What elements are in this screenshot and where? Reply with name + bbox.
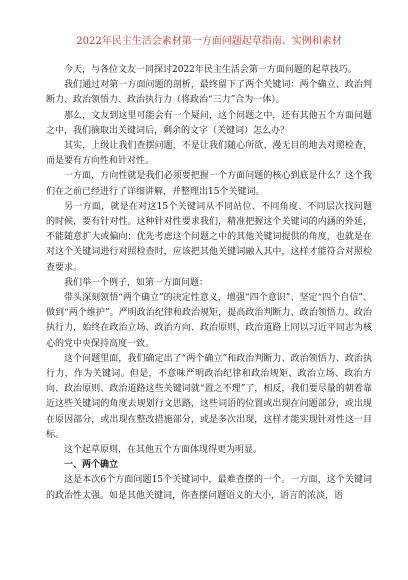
section-heading: 一、两个确立 bbox=[64, 460, 119, 471]
document-title: 2022年民主生活会素材第一方面问题起草指南、实例和素材 bbox=[76, 36, 342, 47]
body-paragraph: 这个起草原则，在其他五个方面体现得更为明显。 bbox=[64, 445, 263, 456]
body-paragraph: 今天，与各位文友一同探讨2022年民主生活会第一方面问题的起草技巧。 bbox=[64, 65, 357, 75]
body-paragraph: 其实，上级让我们查摆问题，不是让我们随心所欲、漫无目的地去对照检查，而是要有方向性和针对性。 bbox=[46, 141, 372, 167]
body-paragraph: 一方面，方向性就是我们必须要把握一个方面问题的核心到底是什么？这个我们在之前已经进行了详细讲解，并整理出15个关键词。 bbox=[46, 171, 372, 197]
section-paragraph: 这是本次6个方面问题15个关键词中，最难查摆的一个。一方面，这个关键词的政治性太强。如是其他关键词，你查摆问题语义的大小，语言的浓淡，语 bbox=[46, 475, 372, 501]
body-paragraph: 我们举一个例子，如第一方面问题： bbox=[64, 277, 209, 288]
body-paragraph: 另一方面，就是在对这15个关键词从不同站位、不同角度、不同层次找问题的时候，要有针对性。这种针对性要求我们，精准把握这个关键词的内涵的外延，不能随意扩大或偏向；优先考虑这个问题之中的其他关键词提供的角度，也就是在对这个关键词进行对照检查时，应该把其他关键词融入其中，这样才能符合对照检查要求。 bbox=[46, 201, 372, 273]
body-paragraph: 带头深刻领悟“两个确立”的决定性意义，增强“四个意识”、坚定“四个自信”、做到“两个维护”。严明政治纪律和政治规矩，提高政治判断力、政治领悟力、政治执行力，始终在政治立场、政治方向、政治原则、政治道路上同以习近平同志为核心的党中央保持高度一致。 bbox=[46, 293, 372, 349]
body-paragraph: 我们通过对第一方面问题的剖析，最终留下了两个关键词：两个确立、政治判断力、政治领悟力、政治执行力（将政治“三力”合为一体）。 bbox=[46, 80, 372, 106]
body-paragraph: 那么，文友到这里可能会有一个疑问，这个问题之中，还有其他五个方面问题之中，我们摘取出关键词后，剩余的文字（关键词）怎么办？ bbox=[46, 110, 372, 136]
body-paragraph: 这个问题里面，我们确定出了“两个确立”和政治判断力、政治领悟力、政治执行力，作为关键词。但是，不意味严明政治纪律和政治规矩、政治立场、政治方向、政治原则、政治道路这些关键词就“置之不理”了，相反，我们要尽量的朝着靠近这些关键词的角度去规划行文思路，这些词语的位置或出现在问题部分，或出现在原因部分，或出现在整改措施部分，或是多次出现，这样才能实现针对性这一目标。 bbox=[46, 353, 372, 440]
